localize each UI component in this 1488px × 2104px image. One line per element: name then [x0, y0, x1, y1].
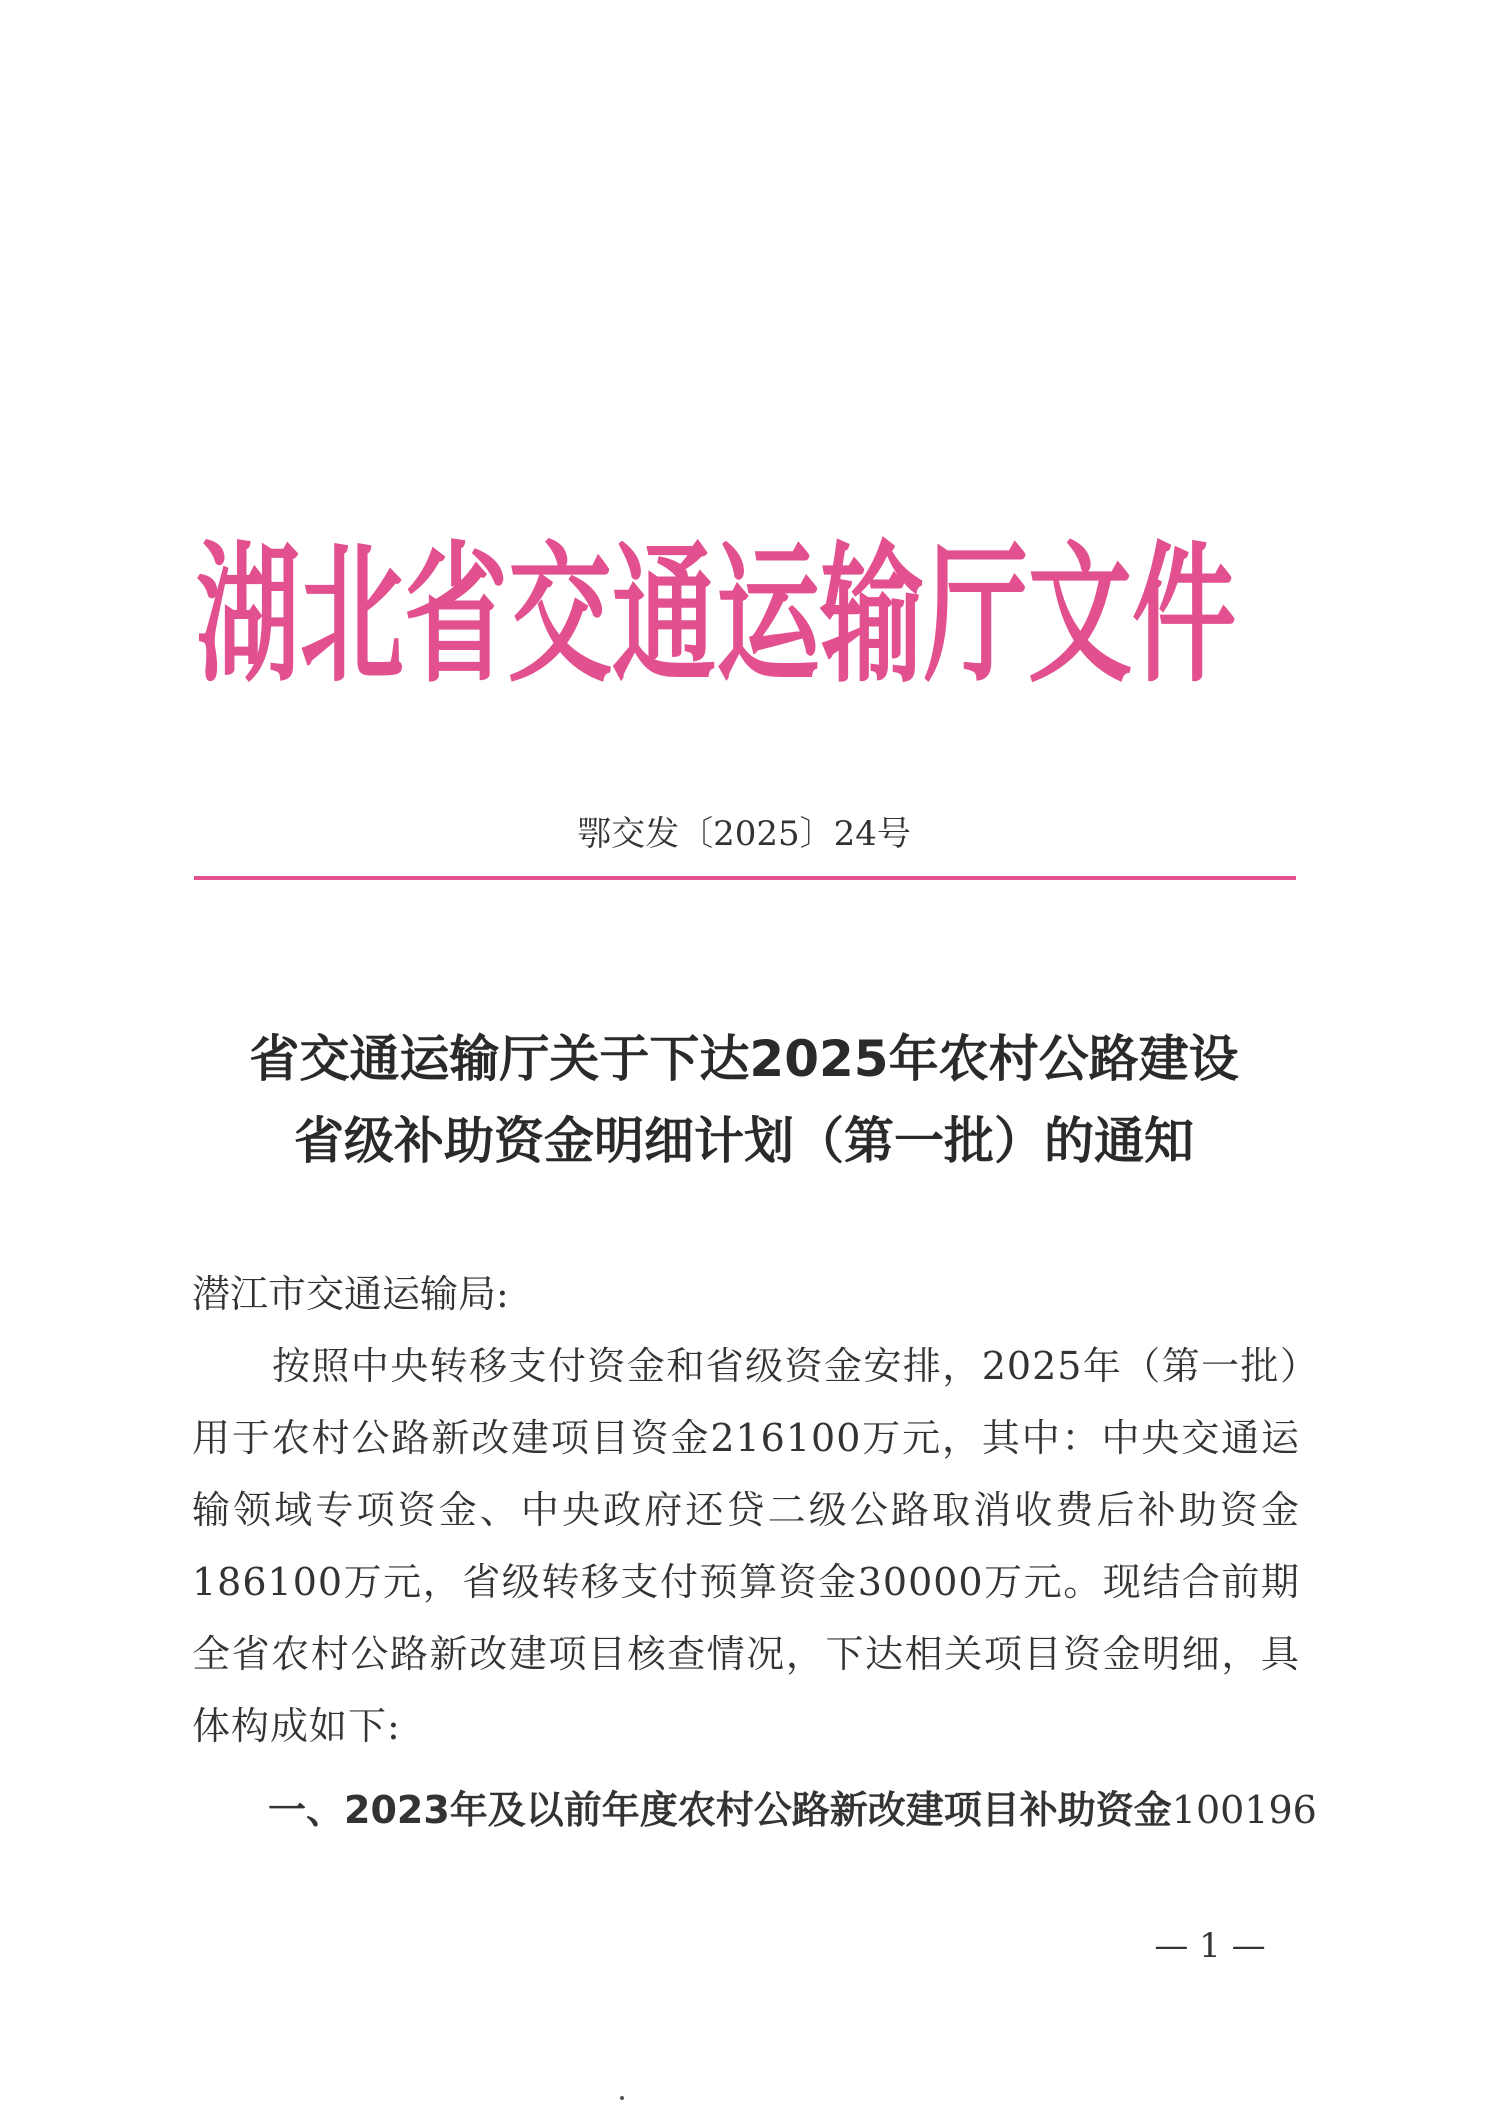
section-1-amount: 100196	[1171, 1788, 1317, 1832]
page-number: — 1 —	[1154, 1926, 1266, 1966]
section-1-title: 一、2023年及以前年度农村公路新改建项目补助资金	[268, 1788, 1172, 1832]
scan-speck	[620, 2096, 624, 2100]
document-title-line-2: 省级补助资金明细计划（第一批）的通知	[294, 1112, 1194, 1170]
document-number: 鄂交发〔2025〕24号	[577, 814, 911, 854]
document-title-line-1: 省交通运输厅关于下达2025年农村公路建设	[249, 1030, 1239, 1088]
issuer-masthead: 湖北省交通运输厅文件	[196, 526, 1237, 704]
masthead-divider	[194, 876, 1296, 880]
section-1-heading	[192, 1774, 1317, 1846]
document-title	[150, 1018, 1338, 1182]
body-paragraph: 按照中央转移支付资金和省级资金安排，2025年（第一批）用于农村公路新改建项目资金216100万元，其中：中央交通运输领域专项资金、中央政府还贷二级公路取消收费后补助资金186100万元，省级转移支付预算资金30000万元。现结合前期全省农村公路新改建项目核查情况，下达相关项目资金明细，具体构成如下:	[192, 1344, 1300, 1748]
addressee: 潜江市交通运输局:	[192, 1272, 509, 1316]
